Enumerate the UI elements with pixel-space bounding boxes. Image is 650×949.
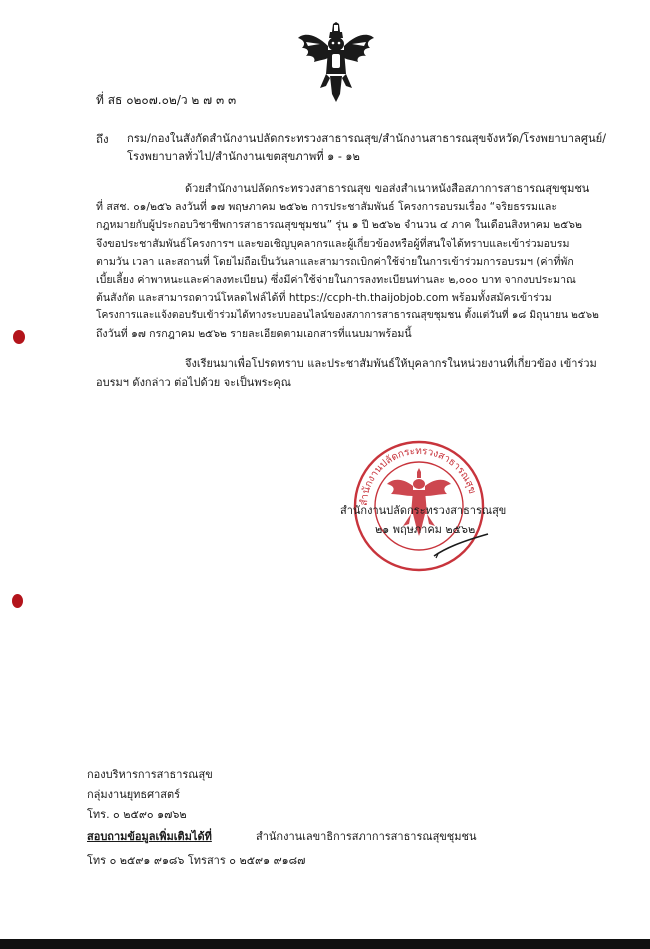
footer-contact-phone: โทร ๐ ๒๕๙๑ ๙๑๘๖ โทรสาร ๐ ๒๕๙๑ ๙๑๘๗ <box>87 854 306 867</box>
para1-line: เบี้ยเลี้ยง ค่าพาหนะและค่าลงทะเบียน) ซึ่งมีค่าใช้จ่ายในการลงทะเบียนท่านละ ๒,๐๐๐ บาท จากงบประมาณ <box>96 274 576 286</box>
para1-line: ตามวัน เวลา และสถานที่ โดยไม่ถือเป็นวันลาและสามารถเบิกค่าใช้จ่ายในการเข้าร่วมการอบรมฯ (ค่าที่พัก <box>96 256 574 268</box>
footer-phone: โทร. ๐ ๒๕๙๐ ๑๗๖๒ <box>87 808 187 821</box>
bottom-edge-bar <box>0 939 650 949</box>
footer-contact-office: สำนักงานเลขาธิการสภาการสาธารณสุขชุมชน <box>256 830 477 843</box>
para2-line: อบรมฯ ดังกล่าว ต่อไปด้วย จะเป็นพระคุณ <box>96 376 291 389</box>
to-label: ถึง <box>96 132 109 146</box>
signature-mark <box>432 530 492 560</box>
para1-line: โครงการและแจ้งตอบรับเข้าร่วมได้ทางระบบออนไลน์ของสภาการสาธารณสุขชุมชน ตั้งแต่วันที่ ๑๘ มิถุนายน ๒๕๖๒ <box>96 310 599 321</box>
footer-division: กองบริหารการสาธารณสุข <box>87 768 213 781</box>
para2-line: จึงเรียนมาเพื่อโปรดทราบ และประชาสัมพันธ์ให้บุคลากรในหน่วยงานที่เกี่ยวข้อง เข้าร่วม <box>185 357 597 370</box>
para1-line: ต้นสังกัด และสามารถดาวน์โหลดไฟล์ได้ที่ https://ccph-th.thaijobjob.com พร้อมทั้งสมัครเข้าร่วม <box>96 292 552 304</box>
to-line-2: โรงพยาบาลทั่วไป/สำนักงานเขตสุขภาพที่ ๑ - ๑๒ <box>127 150 360 163</box>
para1-line: จึงขอประชาสัมพันธ์โครงการฯ และขอเชิญบุคลากรและผู้เกี่ยวข้องหรือผู้ที่สนใจได้ทราบและเข้าร่วมอบรม <box>96 238 570 250</box>
para1-line: ด้วยสำนักงานปลัดกระทรวงสาธารณสุข ขอส่งสำเนาหนังสือสภาการสาธารณสุขชุมชน <box>185 182 590 195</box>
garuda-emblem-icon <box>296 22 376 104</box>
para1-line: กฎหมายกับผู้ประกอบวิชาชีพการสาธารณสุขชุมชน” รุ่น ๑ ปี ๒๕๖๒ จำนวน ๔ ภาค ในเดือนสิงหาคม ๒๕๖๒ <box>96 219 582 231</box>
footer-contact-label: สอบถามข้อมูลเพิ่มเติมได้ที่ <box>87 830 212 843</box>
punch-hole-bottom <box>12 594 23 608</box>
doc-number: ที่ สธ ๐๒๐๗.๐๒/ว ๒ ๗ ๓ ๓ <box>96 93 237 107</box>
para1-line: ถึงวันที่ ๑๗ กรกฎาคม ๒๕๖๒ รายละเอียดตามเอกสารที่แนบมาพร้อมนี้ <box>96 328 412 340</box>
punch-hole-top <box>13 330 25 344</box>
to-line-1: กรม/กองในสังกัดสำนักงานปลัดกระทรวงสาธารณสุข/สำนักงานสาธารณสุขจังหวัด/โรงพยาบาลศูนย์/ <box>127 132 606 145</box>
footer-group: กลุ่มงานยุทธศาสตร์ <box>87 788 181 801</box>
signoff-date: ๒๑ พฤษภาคม ๒๕๖๒ <box>375 523 476 536</box>
stamp-ring-text: สำนักงานปลัดกระทรวงสาธารณสุข <box>358 445 478 507</box>
signoff-office: สำนักงานปลัดกระทรวงสาธารณสุข <box>340 504 507 517</box>
para1-line: ที่ สสช. ๐๑/๒๕๖ ลงวันที่ ๑๗ พฤษภาคม ๒๕๖๒ การประชาสัมพันธ์ โครงการอบรมเรื่อง “จริยธรรมและ <box>96 201 558 213</box>
